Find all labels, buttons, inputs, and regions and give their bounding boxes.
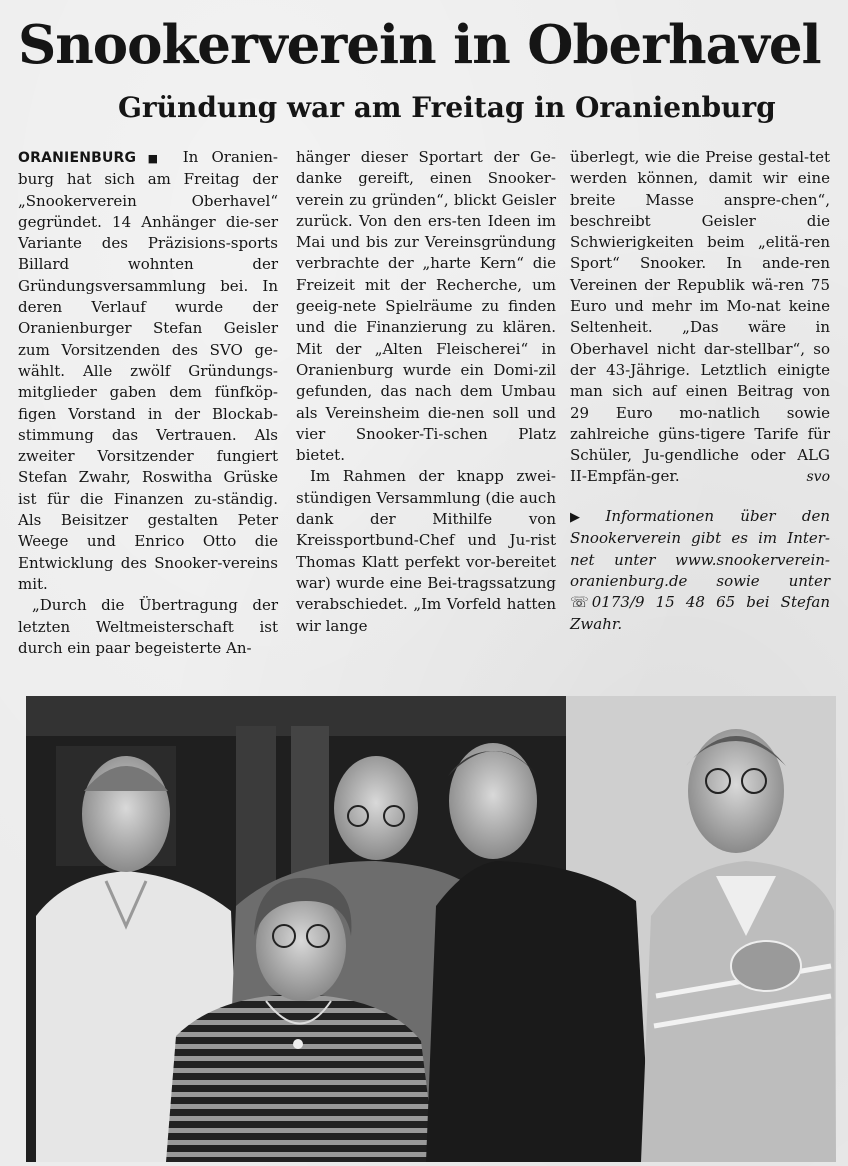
group-photo (26, 696, 836, 1162)
article-column-1 (18, 147, 278, 659)
author-initials: svo (806, 468, 830, 485)
dateline: ORANIENBURG (18, 150, 137, 166)
info-box (570, 506, 830, 635)
dateline-separator-icon: ■ (139, 152, 167, 165)
paragraph: überlegt, wie die Preise gestal-tet werden können, damit wir eine breite Masse anspre-chen“, beschreibt Geisler die Schwierigkeiten beim „elitä-ren Sport“ Snooker. In ande-ren Vereinen der Republik wä-ren 75 Euro und mehr im Mo-nat keine Seltenheit. „Das wäre in Oberhavel nicht dar-stellbar“, so der 43-Jährige. Letztlich einigte man sich auf einen Beitrag von 29 Euro mo-natlich sowie zahlreiche güns-tigere Tarife für Schüler, Ju-gendliche oder ALG II-Empfän-ger. (570, 148, 830, 486)
group-photo-illustration (26, 696, 836, 1162)
phone-icon: ☏ (570, 593, 589, 612)
phone-text: 0173/9 15 48 65 bei Stefan Zwahr. (570, 593, 830, 633)
lead-paragraph (18, 147, 278, 595)
article-column-2 (296, 147, 556, 637)
article-column-3 (570, 147, 830, 635)
paragraph: „Durch die Übertragung der letzten Weltmeisterschaft ist durch ein paar begeisterte An- (18, 596, 278, 657)
info-text: Informationen über den Snookerverein gibt es im Inter-net unter www.snookerverein-oranienburg.de sowie unter (570, 507, 830, 590)
lead-text: In Oranien-burg hat sich am Freitag der „Snookerverein Oberhavel“ gegründet. 14 Anhänger die-ser Variante des Präzisions-sports Billard wohnten der Gründungsversammlung bei. In deren Verlauf wurde der Oranienburger Stefan Geisler zum Vorsitzenden des SVO ge-wählt. Alle zwölf Gründungs-mitglieder gaben dem fünfköp-figen Vorstand in der Blockab-stimmung das Vertrauen. Als zweiter Vorsitzender fungiert Stefan Zwahr, Roswitha Grüske ist für die Finanzen zu-ständig. Als Beisitzer gestalten Peter Weege und Enrico Otto die Entwicklung des Snooker-vereins mit. (18, 148, 278, 593)
subheadline: Gründung war am Freitag in Oranienburg (118, 91, 776, 124)
arrow-right-icon: ▶ (570, 510, 602, 526)
paragraph: hänger dieser Sportart der Ge-danke gereift, einen Snooker-verein zu gründen“, blickt Geisler zurück. Von den ers-ten Ideen im Mai und bis zur Vereinsgründung verbrachte der „harte Kern“ die Freizeit mit der Recherche, um geeig-nete Spielräume zu finden und die Finanzierung zu klären. Mit der „Alten Fleischerei“ in Oranienburg wurde ein Domi-zil gefunden, das nach dem Umbau als Vereinsheim die-nen soll und vier Snooker-Ti-schen Platz bietet. (296, 148, 556, 465)
paragraph: Im Rahmen der knapp zwei-stündigen Versammlung (die auch dank der Mithilfe von Kreissportbund-Chef und Ju-rist Thomas Klatt perfekt vor-bereitet war) wurde eine Bei-tragssatzung verabschiedet. „Im Vorfeld hatten wir lange (296, 467, 556, 635)
headline: Snookerverein in Oberhavel (18, 14, 821, 76)
